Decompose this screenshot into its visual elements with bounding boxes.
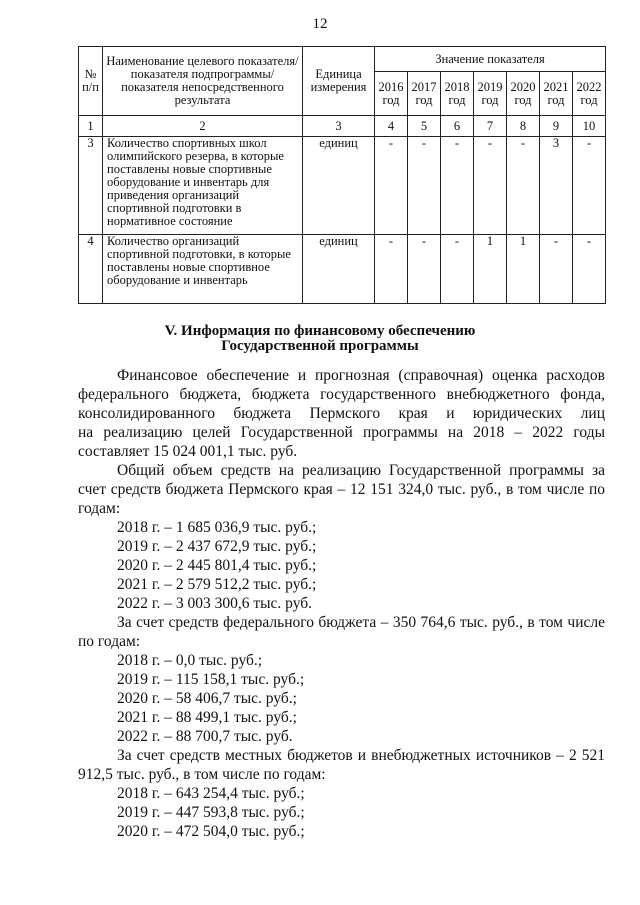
paragraph-line: Финансовое обеспечение и прогнозная (справочная) оценка расходов bbox=[117, 367, 605, 384]
federal-year-line: 2021 г. – 88 499,1 тыс. руб.; bbox=[117, 709, 297, 726]
row-value: - bbox=[573, 235, 606, 304]
header-year: 2016 год bbox=[375, 72, 408, 116]
column-number: 7 bbox=[474, 116, 507, 137]
header-name: Наименование целевого показателя/показателя подпрограммы/показателя непосредственного результата bbox=[103, 47, 303, 116]
paragraph-line: на реализацию целей Государственной программы на 2018 – 2022 годы bbox=[78, 424, 605, 441]
paragraph: Общий объем средств на реализацию Государственной программы за счет средств бюджета Пермского края – 12 151 324,0 тыс. руб., в том числе по годам: bbox=[78, 462, 605, 517]
column-number: 10 bbox=[573, 116, 606, 137]
table-header-row bbox=[79, 47, 606, 72]
page-number: 12 bbox=[312, 16, 328, 32]
row-value: 1 bbox=[507, 235, 540, 304]
section-heading-line: V. Информация по финансовому обеспечению bbox=[164, 323, 476, 339]
paragraph-line: составляет 15 024 001,1 тыс. руб. bbox=[78, 443, 298, 460]
federal-year-line: 2018 г. – 0,0 тыс. руб.; bbox=[117, 652, 263, 669]
column-number: 9 bbox=[540, 116, 573, 137]
section-heading bbox=[120, 324, 520, 354]
regional-year-line: 2020 г. – 2 445 801,4 тыс. руб.; bbox=[117, 557, 317, 574]
column-number: 1 bbox=[79, 116, 103, 137]
row-value: - bbox=[441, 137, 474, 235]
paragraph: За счет средств федерального бюджета – 350 764,6 тыс. руб., в том числе по годам: bbox=[78, 614, 605, 650]
local-year-line: 2018 г. – 643 254,4 тыс. руб.; bbox=[117, 785, 305, 802]
row-value: - bbox=[507, 137, 540, 235]
column-number: 3 bbox=[303, 116, 375, 137]
header-year: 2017 год bbox=[408, 72, 441, 116]
row-value: - bbox=[573, 137, 606, 235]
header-unit: Единица измерения bbox=[303, 47, 375, 116]
federal-year-line: 2022 г. – 88 700,7 тыс. руб. bbox=[117, 728, 293, 745]
indicators-table bbox=[78, 46, 606, 304]
column-number: 6 bbox=[441, 116, 474, 137]
table-row bbox=[79, 235, 606, 304]
row-value: - bbox=[375, 137, 408, 235]
section-heading-line: Государственной программы bbox=[221, 338, 419, 354]
regional-year-line: 2019 г. – 2 437 672,9 тыс. руб.; bbox=[117, 538, 317, 555]
row-value: - bbox=[408, 137, 441, 235]
paragraph-line: федерального бюджета, бюджета государственного внебюджетного фонда, bbox=[78, 386, 605, 403]
column-number: 8 bbox=[507, 116, 540, 137]
row-value: - bbox=[375, 235, 408, 304]
header-year: 2020 год bbox=[507, 72, 540, 116]
row-name: Количество организаций спортивной подготовки, в которые поставлены новые спортивное оборудование и инвентарь bbox=[103, 235, 303, 304]
row-value: - bbox=[441, 235, 474, 304]
header-year: 2022 год bbox=[573, 72, 606, 116]
federal-year-line: 2019 г. – 115 158,1 тыс. руб.; bbox=[117, 671, 305, 688]
column-number: 5 bbox=[408, 116, 441, 137]
header-year: 2021 год bbox=[540, 72, 573, 116]
header-num: № п/п bbox=[79, 47, 103, 116]
regional-year-line: 2018 г. – 1 685 036,9 тыс. руб.; bbox=[117, 519, 317, 536]
column-number: 4 bbox=[375, 116, 408, 137]
federal-year-line: 2020 г. – 58 406,7 тыс. руб.; bbox=[117, 690, 297, 707]
row-value: - bbox=[540, 235, 573, 304]
row-unit: единиц bbox=[303, 235, 375, 304]
row-value: 3 bbox=[540, 137, 573, 235]
regional-year-line: 2021 г. – 2 579 512,2 тыс. руб.; bbox=[117, 576, 317, 593]
table-row bbox=[79, 137, 606, 235]
header-value-group: Значение показателя bbox=[375, 47, 606, 72]
local-year-line: 2020 г. – 472 504,0 тыс. руб.; bbox=[117, 823, 305, 840]
regional-year-line: 2022 г. – 3 003 300,6 тыс. руб. bbox=[117, 595, 313, 612]
row-num: 4 bbox=[79, 235, 103, 304]
row-unit: единиц bbox=[303, 137, 375, 235]
section-body bbox=[78, 366, 605, 841]
row-num: 3 bbox=[79, 137, 103, 235]
column-number: 2 bbox=[103, 116, 303, 137]
header-year: 2019 год bbox=[474, 72, 507, 116]
header-year: 2018 год bbox=[441, 72, 474, 116]
local-year-line: 2019 г. – 447 593,8 тыс. руб.; bbox=[117, 804, 305, 821]
column-numbers-row bbox=[79, 116, 606, 137]
row-value: 1 bbox=[474, 235, 507, 304]
paragraph-line: консолидированного бюджета Пермского края и юридических лиц bbox=[78, 405, 605, 422]
row-name: Количество спортивных школ олимпийского резерва, в которые поставлены новые спортивные оборудование и инвентарь для приведения организаций спортивной подготовки в нормативное состояние bbox=[103, 137, 303, 235]
row-value: - bbox=[474, 137, 507, 235]
row-value: - bbox=[408, 235, 441, 304]
paragraph: За счет средств местных бюджетов и внебюджетных источников – 2 521 912,5 тыс. руб., в том числе по годам: bbox=[78, 747, 605, 783]
